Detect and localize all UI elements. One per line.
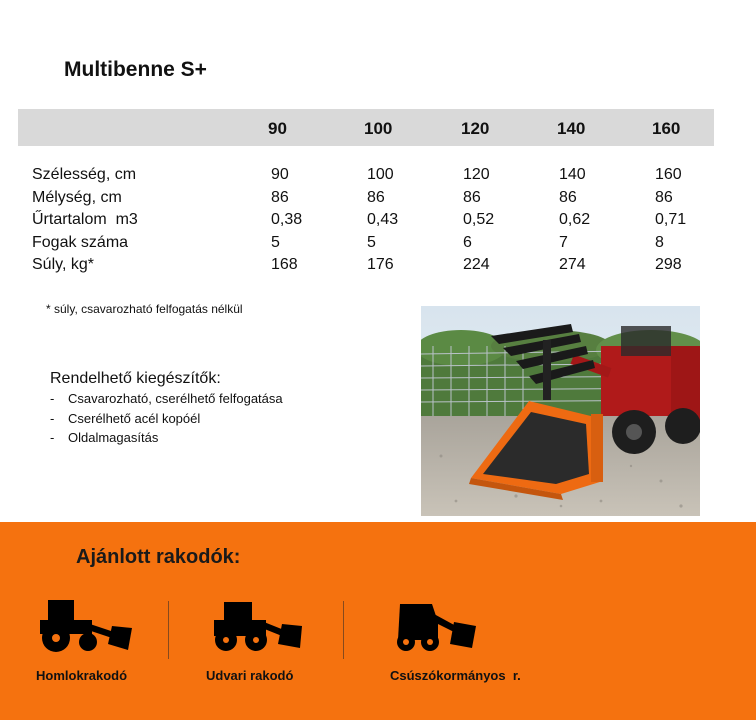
accessories-list: [50, 391, 283, 450]
table-cell: 0,43: [367, 211, 399, 228]
table-cell: 86: [559, 189, 577, 206]
divider: [168, 601, 169, 659]
table-cell: 120: [463, 166, 490, 183]
table-cell: 100: [367, 166, 394, 183]
table-cell: 5: [271, 234, 280, 251]
table-cell: 8: [655, 234, 664, 251]
skid-steer-icon: [394, 600, 478, 652]
table-cell: 86: [271, 189, 289, 206]
row-label-volume: Űrtartalom m3: [32, 211, 138, 228]
table-header-cell: 100: [364, 119, 393, 138]
accessories-title: Rendelhető kiegészítők:: [50, 370, 221, 387]
table-header-cell: 90: [268, 119, 287, 138]
table-cell: 274: [559, 256, 586, 273]
front-loader-icon: [34, 598, 134, 654]
list-item: - Cserélhető acél kopóél: [50, 410, 201, 426]
yard-loader-icon: [212, 600, 304, 652]
loader-label: Homlokrakodó: [36, 668, 128, 683]
table-cell: 86: [367, 189, 385, 206]
table-cell: 0,52: [463, 211, 495, 228]
table-cell: 140: [559, 166, 586, 183]
table-cell: 86: [655, 189, 673, 206]
table-cell: 0,71: [655, 211, 687, 228]
weight-footnote: * súly, csavarozható felfogatás nélkül: [46, 302, 243, 316]
table-header-cell: 120: [461, 119, 490, 138]
table-cell: 7: [559, 234, 568, 251]
loader-label: Udvari rakodó: [206, 668, 294, 683]
list-item: - Oldalmagasítás: [50, 430, 159, 445]
page-title: Multibenne S+: [64, 58, 207, 81]
table-cell: 176: [367, 256, 394, 273]
row-label-weight: Súly, kg*: [32, 256, 94, 273]
divider: [343, 601, 344, 659]
table-cell: 5: [367, 234, 376, 251]
table-cell: 168: [271, 256, 298, 273]
product-photo: [421, 306, 700, 516]
table-cell: 90: [271, 166, 289, 183]
recommended-loaders-title: Ajánlott rakodók:: [76, 546, 241, 568]
row-label-teeth: Fogak száma: [32, 234, 129, 251]
list-item: - Csavarozható, cserélhető felfogatása: [50, 391, 283, 406]
table-header-cell: 160: [652, 119, 681, 138]
table-header-cell: 140: [557, 119, 586, 138]
table-cell: 0,62: [559, 211, 591, 228]
table-cell: 6: [463, 234, 472, 251]
table-cell: 86: [463, 189, 481, 206]
table-cell: 224: [463, 256, 490, 273]
row-label-width: Szélesség, cm: [32, 166, 137, 183]
loader-label: Csúszókormányos r.: [390, 668, 521, 683]
table-cell: 298: [655, 256, 682, 273]
row-label-depth: Mélység, cm: [32, 189, 122, 206]
table-cell: 0,38: [271, 211, 303, 228]
table-cell: 160: [655, 166, 682, 183]
